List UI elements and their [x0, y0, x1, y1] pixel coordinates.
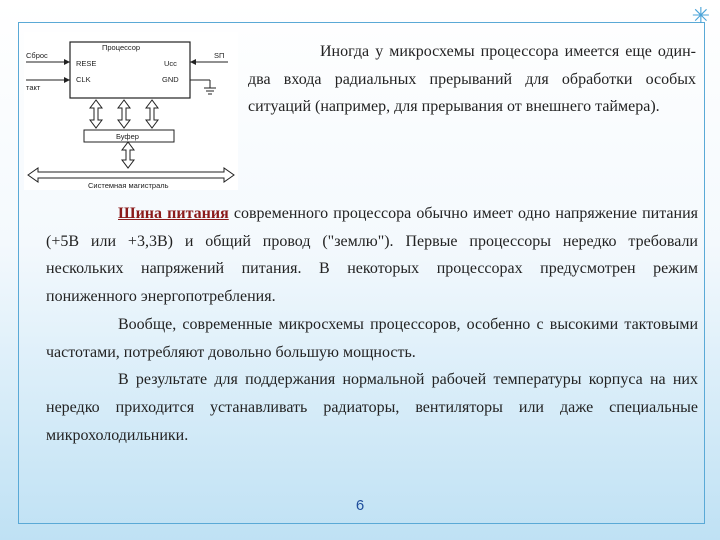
bus-arrow-2 [118, 100, 130, 128]
buffer-label: Буфер [116, 132, 139, 141]
sparkle-icon: ✳ [691, 4, 711, 29]
cooling-paragraph: В результате для поддержания нормальной рабочей температуры корпуса на них нередко приходится устанавливать радиаторы, вентиляторы или даже специальные микрохолодильники. [46, 371, 698, 444]
system-bus-label: Системная магистраль [88, 181, 169, 190]
interrupt-paragraph [248, 38, 696, 121]
gnd-label: GND [162, 75, 179, 84]
bus-arrow-3 [146, 100, 158, 128]
ucc-label: Ucc [164, 59, 177, 68]
clk-label: CLK [76, 75, 91, 84]
right-signal-label: SП [214, 51, 225, 60]
power-bus-text: современного процессора обычно имеет одно напряжение питания (+5В или +3,3В) и общий провод ("землю"). Первые процессоры нередко требовали нескольких напряжений питания. В некоторых процессорах предусмотрен режим пониженного энергопотребления. [46, 205, 698, 306]
main-text [46, 200, 698, 449]
power-consumption-paragraph: Вообще, современные микросхемы процессоров, особенно с высокими тактовыми частотами, потребляют довольно большую мощность. [46, 315, 698, 361]
page-number: 6 [355, 497, 365, 514]
power-bus-paragraph [46, 200, 698, 311]
processor-diagram [24, 32, 238, 190]
interrupt-paragraph-text: Иногда у микросхемы процессора имеется еще один-два входа радиальных прерываний для обработки особых ситуаций (например, для прерывания от внешнего таймера). [248, 43, 696, 115]
bus-arrow-1 [90, 100, 102, 128]
bus-arrow-4 [122, 142, 134, 168]
reset-label: RESE [76, 59, 97, 68]
diagram-svg [24, 32, 238, 190]
power-bus-term: Шина питания [118, 205, 229, 222]
clock-input-label: такт [26, 83, 41, 92]
system-bus [28, 168, 234, 182]
processor-label: Процессор [102, 43, 141, 52]
reset-input-label: Сброс [26, 51, 48, 60]
